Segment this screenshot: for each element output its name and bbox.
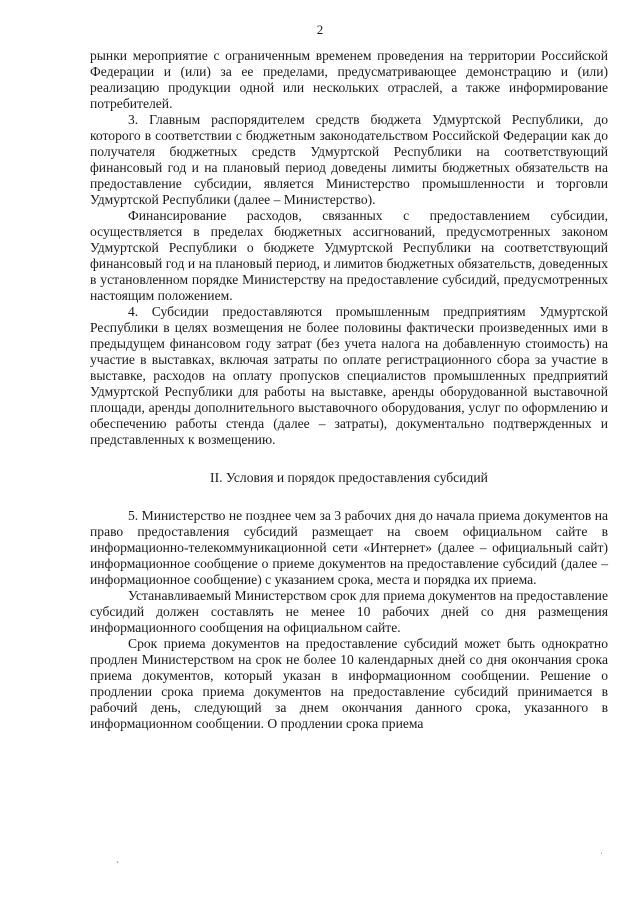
section-heading: II. Условия и порядок предоставления субсидий [210, 470, 488, 485]
paragraph-7: Срок приема документов на предоставление субсидий может быть однократно продлен Министерством на срок не более 10 календарных дней со дня окончания срока приема документов, который указан в информационном сообщении. Решение о продлении срока приема документов на предоставление субсидий принимается в рабочий день, следующий за днем окончания данного срока, указанного в информационном сообщении. О продлении срока приема [90, 636, 608, 731]
paragraph-4: 4. Субсидии предоставляются промышленным предприятиям Удмуртской Республики в целях возмещения не более половины фактически произведенных ими в предыдущем финансовом году затрат (без учета налога на добавленную стоимость) на участие в выставках, включая затраты по оплате регистрационного сбора за участие в выставке, расходов на оплату пропусков специалистов промышленных предприятий Удмуртской Республики для работы на выставке, аренды оборудованной выставочной площади, аренды дополнительного выставочного оборудования, услуг по оформлению и обеспечению работы стенда (далее – затраты), документально подтвержденных и представленных к возмещению. [90, 304, 608, 447]
paragraph-6: Устанавливаемый Министерством срок для приема документов на предоставление субсидий должен составлять не менее 10 рабочих дней со дня размещения информационного сообщения на официальном сайте. [90, 588, 608, 635]
document-body [90, 48, 608, 732]
page-number: 2 [316, 22, 324, 37]
paragraph-1: рынки мероприятие с ограниченным временем проведения на территории Российской Федерации и (или) за ее пределами, предусматривающее демонстрацию и (или) реализацию продукции одной или нескольких отраслей, а также информирование потребителей. [90, 48, 608, 111]
scan-speck: ˎ [116, 853, 119, 863]
paragraph-5: 5. Министерство не позднее чем за 3 рабочих дня до начала приема документов на право предоставления субсидий размещает на своем официальном сайте в информационно-телекоммуникационной сети «Интернет» (далее – официальный сайт) информационное сообщение о приеме документов на предоставление субсидий (далее – информационное сообщение) с указанием срока, места и порядка их приема. [90, 508, 608, 587]
scan-speck: ˈ [600, 851, 603, 861]
paragraph-3: Финансирование расходов, связанных с предоставлением субсидии, осуществляется в пределах бюджетных ассигнований, предусмотренных законом Удмуртской Республики о бюджете Удмуртской Республики на соответствующий финансовый год и на плановый период, и лимитов бюджетных обязательств, доведенных в установленном порядке Министерству на предоставление субсидий, предусмотренных настоящим положением. [90, 208, 608, 303]
paragraph-2: 3. Главным распорядителем средств бюджета Удмуртской Республики, до которого в соответствии с бюджетным законодательством Российской Федерации как до получателя бюджетных средств Удмуртской Республики на соответствующий финансовый год и на плановый период доведены лимиты бюджетных обязательств на предоставление субсидии, является Министерство промышленности и торговли Удмуртской Республики (далее – Министерство). [90, 112, 608, 207]
